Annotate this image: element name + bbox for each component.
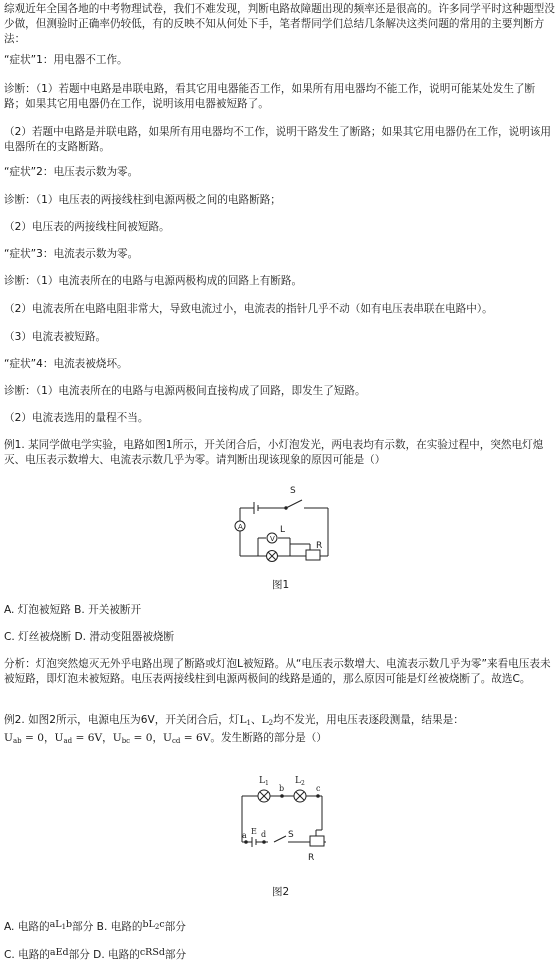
symptom-1: “症状”1：用电器不工作。 (4, 54, 128, 66)
example-2-tail: 。发生断路的部分是（） (210, 732, 327, 744)
fig2-l1-label: $L_1$ (259, 776, 269, 787)
symptom-4-diagnosis-1: 诊断：（1）电流表所在的电路与电源两极间直接构成了回路，即发生了短路。 (4, 385, 366, 397)
symptom-1-diagnosis-2: （2）若题中电路是并联电路，如果所有用电器均不工作，说明干路发生了断路；如果其它用电器仍在工作，说明该用电器所在的支路断路。 (4, 126, 552, 153)
symptom-3-diagnosis-1: 诊断：（1）电流表所在的电路与电源两极构成的回路上有断路。 (4, 275, 303, 287)
example-1-options-cd: C. 灯丝被烧断 D. 滑动变阻器被烧断 (4, 631, 175, 643)
math-l1: L (239, 714, 247, 726)
circuit-diagram-1 (228, 480, 338, 570)
fig2-l2-label: $L_2$ (295, 776, 305, 787)
example-2-options-cd: C. 电路的aEd部分 D. 电路的cRSd部分 (4, 947, 187, 961)
symptom-2-diagnosis-2: （2）电压表的两接线柱间被短路。 (4, 221, 170, 233)
rheostat-r-label: R (308, 853, 315, 863)
example-1-analysis: 分析：灯泡突然熄灭无外乎电路出现了断路或灯泡L被短路。从“电压表示数增大、电流表示数几乎为零”来看电压表未被短路，即灯泡未被短路。电压表两接线柱到电源两极间的线路是通的，那么原因可能是灯丝被烧断了。故选C。 (4, 658, 551, 685)
figure-1-caption: 图1 (272, 579, 290, 591)
node-d-label: d (261, 830, 267, 839)
math-sep: 、 (251, 714, 262, 726)
switch-label: S (290, 486, 296, 496)
symptom-3-diagnosis-2: （2）电流表所在电路电阻非常大，导致电流过小，电流表的指针几乎不动（如有电压表串联在电路中）。 (4, 303, 493, 315)
voltage-readings: $U_{ab} = 0$，$U_{ad} = 6V$，$U_{bc} = 0$，$U_{cd} = 6V$ (4, 732, 211, 745)
node-c-label: c (316, 784, 321, 793)
ammeter-label: A (238, 523, 243, 531)
math-l2-sub: 2 (268, 719, 274, 727)
example-2-lead: 例2. 如图2所示，电源电压为6V，开关闭合后，灯 (4, 714, 240, 726)
symptom-2: “症状”2：电压表示数为零。 (4, 166, 139, 178)
symptom-2-diagnosis-1: 诊断：（1）电压表的两接线柱到电源两极之间的电路断路； (4, 194, 281, 206)
node-b-label: b (279, 784, 285, 793)
example-1-question: 例1. 某同学做电学实验，电路如图1所示，开关闭合后，小灯泡发光，两电表均有示数，在实验过程中，突然电灯熄灭、电压表示数增大、电流表示数几乎为零。请判断出现该现象的原因可能是（） (4, 439, 544, 466)
lamp-label: L (280, 525, 286, 535)
symptom-4: “症状”4：电流表被烧坏。 (4, 358, 128, 370)
example-2-mid: 均不发光，用电压表逐段测量，结果是： (273, 714, 464, 726)
voltmeter-label: V (270, 535, 275, 543)
example-1-options-ab: A. 灯泡被短路 B. 开关被断开 (4, 604, 142, 616)
circuit-diagram-2 (230, 770, 340, 870)
symptom-4-diagnosis-2: （2）电流表选用的量程不当。 (4, 412, 149, 424)
symptom-3: “症状”3：电流表示数为零。 (4, 248, 139, 260)
node-a-label: a (242, 831, 247, 840)
intro-paragraph: 综观近年全国各地的中考物理试卷，我们不难发现，判断电路故障题出现的频率还是很高的。许多同学平时这种题型没少做，但测验时正确率仍较低，有的反映不知从何处下手，笔者帮同学们总结几条解决这类问题的常用的主要判断方法： (4, 3, 555, 45)
battery-e-label: E (251, 827, 257, 836)
rheostat-label: R (316, 541, 323, 551)
figure-2-caption: 图2 (272, 886, 290, 898)
example-2-question (4, 713, 556, 749)
symptom-1-diagnosis-1: 诊断：（1）若题中电路是串联电路，看其它用电器能否工作，如果所有用电器均不能工作，说明可能某处发生了断路；如果其它用电器仍在工作，说明该用电器被短路了。 (4, 83, 536, 110)
math-l2: L (261, 714, 269, 726)
symptom-3-diagnosis-3: （3）电流表被短路。 (4, 331, 107, 343)
switch-s-label: S (288, 830, 294, 840)
math-l1-sub: 1 (246, 719, 251, 727)
example-2-options-ab: A. 电路的$aL_1b$部分 B. 电路的$bL_2c$部分 (4, 919, 186, 933)
